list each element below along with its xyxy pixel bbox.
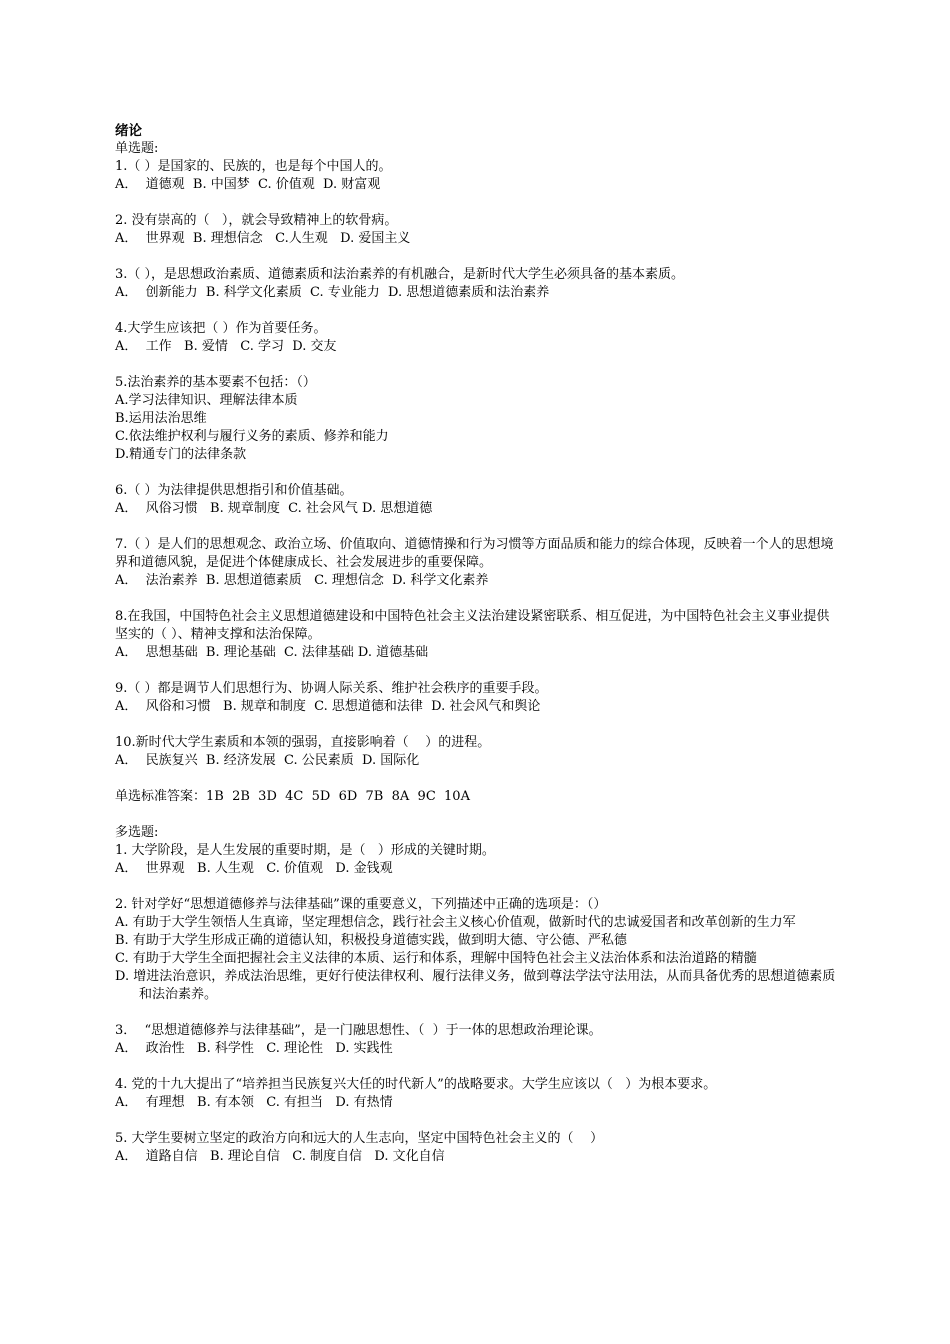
question-block bbox=[115, 158, 840, 194]
option-line: A． 道路自信 B. 理论自信 C. 制度自信 D. 文化自信 bbox=[115, 1149, 445, 1164]
question-block bbox=[115, 1022, 840, 1058]
single-answer-key: 单选标准答案：1B 2B 3D 4C 5D 6D 7B 8A 9C 10A bbox=[115, 789, 470, 804]
question-block bbox=[115, 1076, 840, 1112]
question-text: 1.（ ）是国家的、民族的，也是每个中国人的。 bbox=[115, 159, 392, 174]
option-line: A． 创新能力 B. 科学文化素质 C. 专业能力 D. 思想道德素质和法治素养 bbox=[115, 285, 550, 300]
question-text: 1. 大学阶段，是人生发展的重要时期，是（ ）形成的关键时期。 bbox=[115, 843, 495, 858]
option-line: D. 增进法治意识，养成法治思维，更好行使法律权利、履行法律义务，做到尊法学法守法用法，从而具备优秀的思想道德素质和法治素养。 bbox=[115, 969, 836, 1002]
question-text: 3． “思想道德修养与法律基础”，是一门融思想性、（ ）于一体的思想政治理论课。 bbox=[115, 1023, 602, 1038]
option-line: A． 风俗习惯 B. 规章制度 C. 社会风气 D. 思想道德 bbox=[115, 501, 433, 516]
chapter-title: 绪论 bbox=[115, 123, 142, 139]
option-line: A． 有理想 B. 有本领 C. 有担当 D. 有热情 bbox=[115, 1095, 393, 1110]
question-block bbox=[115, 320, 840, 356]
option-line: B. 有助于大学生形成正确的道德认知，积极投身道德实践，做到明大德、守公德、严私德 bbox=[115, 933, 627, 948]
question-block bbox=[115, 266, 840, 302]
question-block bbox=[115, 608, 840, 662]
question-block bbox=[115, 842, 840, 878]
question-text: 6.（ ）为法律提供思想指引和价值基础。 bbox=[115, 483, 353, 498]
question-text: 5.法治素养的基本要素不包括：（） bbox=[115, 375, 316, 390]
question-text: 10.新时代大学生素质和本领的强弱，直接影响着（ ）的进程。 bbox=[115, 735, 491, 750]
question-block bbox=[115, 896, 840, 1004]
option-line: A． 道德观 B. 中国梦 C. 价值观 D. 财富观 bbox=[115, 177, 381, 192]
option-line: D.精通专门的法律条款 bbox=[115, 447, 247, 462]
question-text: 2. 针对学好“思想道德修养与法律基础”课的重要意义，下列描述中正确的选项是：（） bbox=[115, 897, 607, 912]
option-line: A． 世界观 B. 人生观 C. 价值观 D. 金钱观 bbox=[115, 861, 393, 876]
option-line: A.学习法律知识、理解法律本质 bbox=[115, 393, 298, 408]
question-text: 3.（ ），是思想政治素质、道德素质和法治素养的有机融合，是新时代大学生必须具备的基本素质。 bbox=[115, 267, 685, 282]
option-line: A． 民族复兴 B. 经济发展 C. 公民素质 D. 国际化 bbox=[115, 753, 420, 768]
document-page bbox=[115, 122, 840, 1184]
question-text: 7.（ ）是人们的思想观念、政治立场、价值取向、道德情操和行为习惯等方面品质和能力的综合体现，反映着一个人的思想境界和道德风貌，是促进个体健康成长、社会发展进步的重要保障。 bbox=[115, 537, 834, 570]
question-block bbox=[115, 212, 840, 248]
option-line: A． 法治素养 B. 思想道德素质 C. 理想信念 D. 科学文化素养 bbox=[115, 573, 489, 588]
option-line: A. 有助于大学生领悟人生真谛，坚定理想信念，践行社会主义核心价值观，做新时代的忠诚爱国者和改革创新的生力军 bbox=[115, 915, 796, 930]
question-block bbox=[115, 536, 840, 590]
single-choice-list bbox=[115, 158, 840, 770]
option-line: A． 政治性 B. 科学性 C. 理论性 D. 实践性 bbox=[115, 1041, 393, 1056]
question-text: 4. 党的十九大提出了“培养担当民族复兴大任的时代新人”的战略要求。大学生应该以（ ）为根本要求。 bbox=[115, 1077, 717, 1092]
option-line: A． 风俗和习惯 B. 规章和制度 C. 思想道德和法律 D. 社会风气和舆论 bbox=[115, 699, 541, 714]
option-line: B.运用法治思维 bbox=[115, 411, 207, 426]
question-text: 4.大学生应该把（ ）作为首要任务。 bbox=[115, 321, 327, 336]
question-block bbox=[115, 680, 840, 716]
single-choice-heading: 单选题: bbox=[115, 141, 159, 156]
option-line: C. 有助于大学生全面把握社会主义法律的本质、运行和体系，理解中国特色社会主义法治体系和法治道路的精髓 bbox=[115, 951, 757, 966]
multi-choice-heading: 多选题: bbox=[115, 825, 159, 840]
question-block bbox=[115, 482, 840, 518]
question-text: 9.（ ）都是调节人们思想行为、协调人际关系、维护社会秩序的重要手段。 bbox=[115, 681, 548, 696]
option-line: A． 世界观 B. 理想信念 C.人生观 D. 爱国主义 bbox=[115, 231, 411, 246]
question-text: 5. 大学生要树立坚定的政治方向和远大的人生志向，坚定中国特色社会主义的（ ） bbox=[115, 1131, 604, 1146]
option-line: C.依法维护权利与履行义务的素质、修养和能力 bbox=[115, 429, 389, 444]
question-text: 2. 没有崇高的（ ），就会导致精神上的软骨病。 bbox=[115, 213, 398, 228]
question-text: 8.在我国，中国特色社会主义思想道德建设和中国特色社会主义法治建设紧密联系、相互促进，为中国特色社会主义事业提供坚实的（ ）、精神支撑和法治保障。 bbox=[115, 609, 830, 642]
question-block bbox=[115, 734, 840, 770]
option-line: A． 工作 B. 爱情 C. 学习 D. 交友 bbox=[115, 339, 337, 354]
question-block bbox=[115, 1130, 840, 1166]
option-line: A． 思想基础 B. 理论基础 C. 法律基础 D. 道德基础 bbox=[115, 645, 429, 660]
multi-choice-list bbox=[115, 842, 840, 1166]
question-block bbox=[115, 374, 840, 464]
